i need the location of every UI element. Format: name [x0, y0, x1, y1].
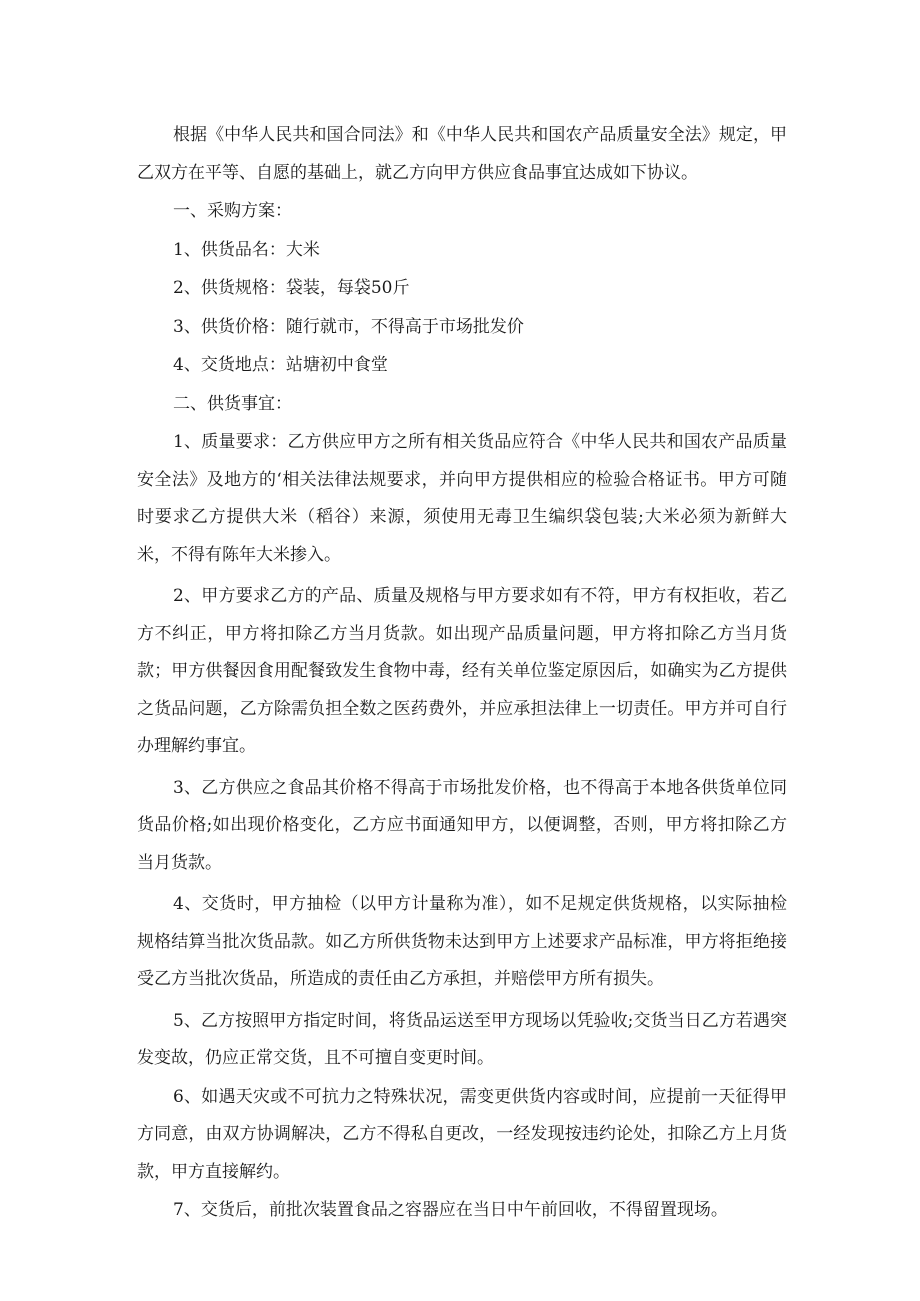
clause-product-spec: 2、供货规格：袋装，每袋50斤 — [173, 278, 410, 298]
section-heading-supply-matters: 二、供货事宜： — [173, 393, 292, 414]
clause-nonconformity: 2、甲方要求乙方的产品、质量及规格与甲方要求如有不符，甲方有权拒收，若乙方不纠正，甲方将扣除乙方当月货款。如出现产品质量问题，甲方将扣除乙方当月货款；甲方供餐因食用配餐致发生食物中毒，经有关单位鉴定原因后，如确实为乙方提供之货品问题，乙方除需负担全数之医药费外，并应承担法律上一切责任。甲方并可自行办理解约事宜。 — [137, 586, 787, 756]
clause-quality-requirements: 1、质量要求：乙方供应甲方之所有相关货品应符合《中华人民共和国农产品质量安全法》及地方的‘相关法律法规要求，并向甲方提供相应的检验合格证书。甲方可随时要求乙方提供大米（稻谷）来源，须使用无毒卫生编织袋包装;大米必须为新鲜大米，不得有陈年大米掺入。 — [137, 432, 787, 565]
clause-force-majeure: 6、如遇天灾或不可抗力之特殊状况，需变更供货内容或时间，应提前一天征得甲方同意，由双方协调解决，乙方不得私自更改，一经发现按违约论处，扣除乙方上月货款，甲方直接解约。 — [137, 1086, 787, 1182]
clause-pricing: 3、乙方供应之食品其价格不得高于市场批发价格，也不得高于本地各供货单位同货品价格;如出现价格变化，乙方应书面通知甲方，以便调整，否则，甲方将扣除乙方当月货款。 — [137, 777, 787, 873]
intro-paragraph: 根据《中华人民共和国合同法》和《中华人民共和国农产品质量安全法》规定，甲乙双方在平等、自愿的基础上，就乙方向甲方供应食品事宜达成如下协议。 — [137, 125, 787, 183]
clause-inspection: 4、交货时，甲方抽检（以甲方计量称为准），如不足规定供货规格，以实际抽检规格结算当批次货品款。如乙方所供货物未达到甲方上述要求产品标准，甲方将拒绝接受乙方当批次货品，所造成的责任由乙方承担，并赔偿甲方所有损失。 — [137, 894, 787, 989]
clause-delivery-time: 5、乙方按照甲方指定时间，将货品运送至甲方现场以凭验收;交货当日乙方若遇突发变故，仍应正常交货，且不可擅自变更时间。 — [137, 1010, 787, 1068]
clause-product-price: 3、供货价格：随行就市，不得高于市场批发价 — [173, 316, 524, 337]
section-heading-procurement-plan: 一、采购方案： — [173, 201, 292, 221]
document-body — [137, 117, 787, 1230]
clause-container-return: 7、交货后，前批次装置食品之容器应在当日中午前回收，不得留置现场。 — [173, 1200, 728, 1220]
clause-product-name: 1、供货品名：大米 — [173, 239, 320, 260]
clause-delivery-location: 4、交货地点：站塘初中食堂 — [173, 355, 388, 375]
